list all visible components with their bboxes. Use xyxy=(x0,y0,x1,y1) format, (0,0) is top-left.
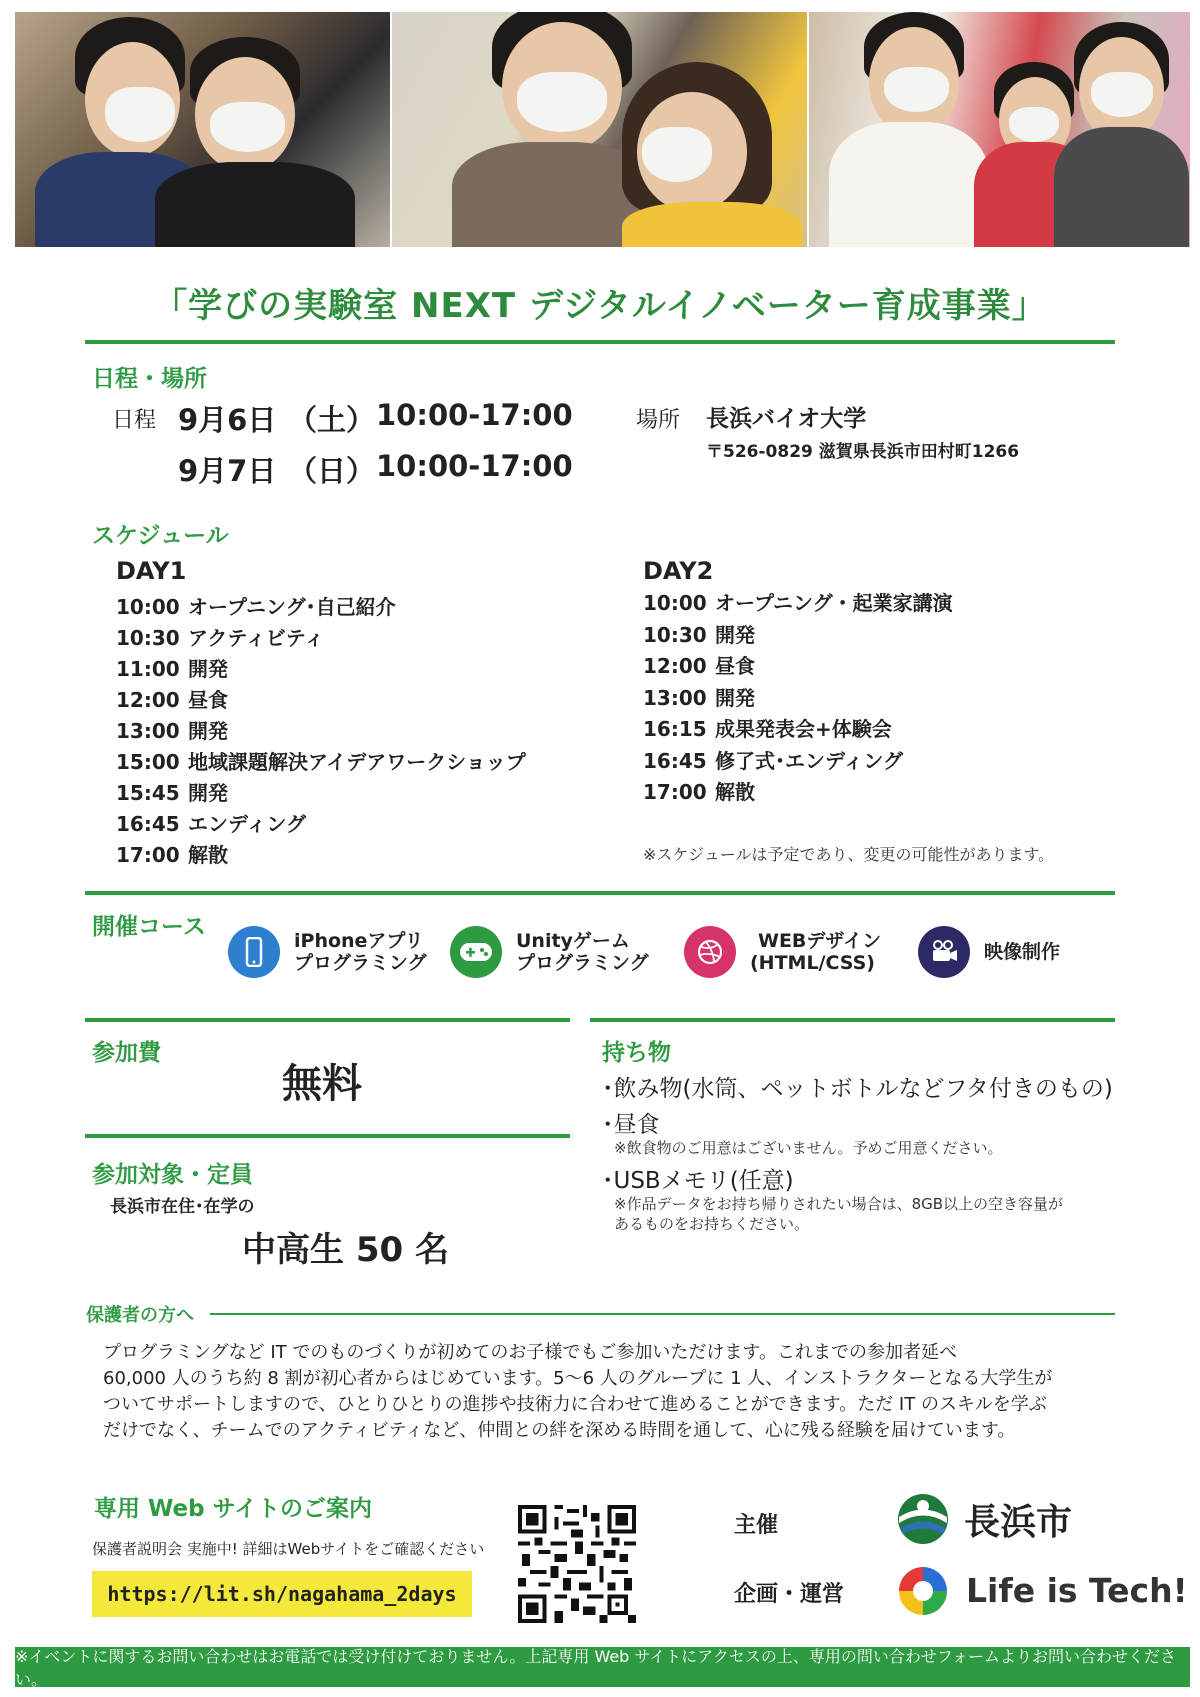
day2-schedule-row xyxy=(643,650,755,679)
day1-schedule-event: 昼食 xyxy=(188,688,228,712)
day2-label: DAY2 xyxy=(643,557,714,585)
day1-schedule-event: 開発 xyxy=(188,719,228,743)
day1-schedule-row xyxy=(116,777,228,806)
divider xyxy=(85,340,1115,344)
course-web-line1: WEBデザイン xyxy=(758,930,882,952)
gamepad-icon xyxy=(450,926,502,978)
day2-schedule-time: 10:00 xyxy=(643,591,707,615)
day1-schedule-time: 10:30 xyxy=(116,626,180,650)
day1-schedule-row xyxy=(116,715,228,744)
divider xyxy=(85,1018,570,1022)
banner-photo-3 xyxy=(809,12,1190,247)
usb-note-line1: ※作品データをお持ち帰りされたい場合は、8GB以上の空き容量が xyxy=(614,1195,1064,1213)
schedule-note: ※スケジュールは予定であり、変更の可能性があります。 xyxy=(643,845,1055,864)
belonging-lunch: ･昼食 xyxy=(602,1112,660,1138)
day2-schedule-row xyxy=(643,587,953,616)
schedule-place-heading: 日程・場所 xyxy=(92,366,207,392)
day2-schedule-time: 16:45 xyxy=(643,748,707,773)
operator-name: Life is Tech! xyxy=(966,1571,1188,1610)
date-1: 9月6日 xyxy=(178,403,277,437)
day1-schedule-time: 15:45 xyxy=(116,781,180,805)
qr-code[interactable] xyxy=(518,1505,636,1623)
course-video-label: 映像制作 xyxy=(984,941,1061,963)
day-2: （日） xyxy=(288,454,376,488)
day2-schedule-event: 修了式･エンディング xyxy=(715,748,903,773)
banner-photo-2 xyxy=(392,12,807,247)
belonging-usb: ･USBメモリ(任意) xyxy=(602,1168,794,1194)
usb-note-line2: あるものをお持ちください。 xyxy=(614,1215,810,1233)
day2-schedule-event: 開発 xyxy=(715,685,755,710)
day2-schedule-row xyxy=(643,619,755,648)
day1-schedule-event: 地域課題解決アイデアワークショップ xyxy=(188,750,526,774)
schedule-heading: スケジュール xyxy=(92,523,229,549)
course-iphone-line2: プログラミング xyxy=(294,952,427,974)
day2-schedule-event: 成果発表会+体験会 xyxy=(715,717,892,741)
day1-schedule-row xyxy=(116,839,228,868)
course-unity-line1: Unityゲーム xyxy=(516,930,630,952)
day1-schedule-event: 解散 xyxy=(188,843,228,867)
course-web xyxy=(684,926,881,978)
day1-schedule-row xyxy=(116,808,306,837)
event-title: 「学びの実験室 NEXT デジタルイノベーター育成事業」 xyxy=(153,286,1047,326)
website-heading: 専用 Web サイトのご案内 xyxy=(94,1496,373,1522)
divider xyxy=(210,1313,1115,1315)
lunch-note: ※飲食物のご用意はございません。予めご用意ください。 xyxy=(614,1139,1003,1157)
day1-label: DAY1 xyxy=(116,557,187,585)
target-value: 中高生 50 名 xyxy=(242,1230,449,1270)
course-video xyxy=(918,926,1060,978)
day2-schedule-event: 開発 xyxy=(715,622,755,647)
day1-schedule-time: 13:00 xyxy=(116,719,180,743)
day2-schedule-row xyxy=(643,682,755,711)
day1-schedule-time: 15:00 xyxy=(116,750,180,774)
footer-notice: ※イベントに関するお問い合わせはお電話では受け付けておりません。上記専用 Web サイトにアクセスの上、専用の問い合わせフォームよりお問い合わせください。 xyxy=(15,1647,1190,1687)
day1-schedule-event: 開発 xyxy=(188,781,228,805)
day1-schedule-row xyxy=(116,653,228,682)
place-label: 場所 xyxy=(636,408,681,433)
dribbble-icon xyxy=(684,926,736,978)
place-address: 〒526-0829 滋賀県長浜市田村町1266 xyxy=(706,442,1020,462)
day1-schedule-row xyxy=(116,746,526,775)
guardians-heading: 保護者の方へ xyxy=(86,1305,194,1326)
course-unity xyxy=(450,926,649,978)
course-iphone-line1: iPhoneアプリ xyxy=(294,930,424,952)
day2-schedule-time: 10:30 xyxy=(643,622,707,647)
day2-schedule-time: 17:00 xyxy=(643,780,707,804)
day1-schedule-event: アクティビティ xyxy=(188,626,325,650)
smartphone-icon xyxy=(228,926,280,978)
divider xyxy=(85,1134,570,1138)
day1-schedule-row xyxy=(116,684,228,713)
divider xyxy=(590,1018,1115,1022)
course-web-line2: (HTML/CSS) xyxy=(750,952,875,974)
day2-schedule-row xyxy=(643,776,755,805)
day2-schedule-event: 昼食 xyxy=(715,654,755,678)
host-name: 長浜市 xyxy=(964,1502,1073,1543)
day1-schedule-time: 16:45 xyxy=(116,812,180,836)
day2-schedule-row xyxy=(643,713,892,742)
day1-schedule-row xyxy=(116,622,324,651)
time-2: 10:00-17:00 xyxy=(376,449,573,483)
day2-schedule-time: 13:00 xyxy=(643,685,707,710)
target-sub: 長浜市在住･在学の xyxy=(110,1197,255,1217)
day1-schedule-time: 11:00 xyxy=(116,657,180,681)
guardians-text xyxy=(103,1340,1103,1444)
guardians-line: プログラミングなど IT でのものづくりが初めてのお子様でもご参加いただけます。これまでの参加者延べ xyxy=(103,1342,957,1363)
guardians-line: だけでなく、チームでのアクティビティなど、仲間との絆を深める時間を通して、心に残る経験を届けています。 xyxy=(103,1420,1016,1441)
day1-schedule-time: 12:00 xyxy=(116,688,180,712)
belonging-drink: ･飲み物(水筒、ペットボトルなどフタ付きのもの) xyxy=(602,1076,1113,1102)
time-1: 10:00-17:00 xyxy=(376,398,573,432)
day-1: （土） xyxy=(288,403,376,437)
date-label: 日程 xyxy=(112,408,157,433)
day2-schedule-time: 16:15 xyxy=(643,717,707,741)
website-sub: 保護者説明会 実施中! 詳細はWebサイトをご確認ください xyxy=(92,1540,485,1558)
place-name: 長浜バイオ大学 xyxy=(706,406,867,432)
day2-schedule-row xyxy=(643,745,903,774)
day2-schedule-event: オープニング・起業家講演 xyxy=(715,591,953,615)
fee-value: 無料 xyxy=(282,1061,362,1107)
day1-schedule-event: オープニング･自己紹介 xyxy=(188,595,396,619)
course-unity-line2: プログラミング xyxy=(516,952,649,974)
banner-photo-1 xyxy=(15,12,390,247)
date-2: 9月7日 xyxy=(178,454,277,488)
day1-schedule-event: 開発 xyxy=(188,657,228,681)
day1-schedule-time: 17:00 xyxy=(116,843,180,867)
day1-schedule-time: 10:00 xyxy=(116,595,180,619)
fee-heading: 参加費 xyxy=(92,1040,161,1066)
day1-schedule-row xyxy=(116,591,396,620)
website-url-link[interactable]: https://lit.sh/nagahama_2days xyxy=(92,1571,472,1617)
divider xyxy=(85,891,1115,895)
day1-schedule-event: エンディング xyxy=(188,812,306,836)
guardians-line: ついてサポートしますので、ひとりひとりの進捗や技術力に合わせて進めることができます。ただ IT のスキルを学ぶ xyxy=(103,1394,1047,1415)
life-is-tech-logo xyxy=(895,1563,951,1623)
belongings-heading: 持ち物 xyxy=(602,1040,671,1066)
nagahama-city-logo xyxy=(893,1490,953,1552)
target-heading: 参加対象・定員 xyxy=(92,1162,253,1188)
video-camera-icon xyxy=(918,926,970,978)
courses-heading: 開催コース xyxy=(92,914,206,940)
day2-schedule-time: 12:00 xyxy=(643,654,707,678)
guardians-line: 60,000 人のうち約 8 割が初心者からはじめています。5〜6 人のグループに 1 人、インストラクターとなる大学生が xyxy=(103,1368,1053,1389)
course-iphone xyxy=(228,926,427,978)
host-label: 主催 xyxy=(734,1513,779,1538)
day2-schedule-event: 解散 xyxy=(715,780,755,804)
operator-label: 企画・運営 xyxy=(734,1582,845,1607)
